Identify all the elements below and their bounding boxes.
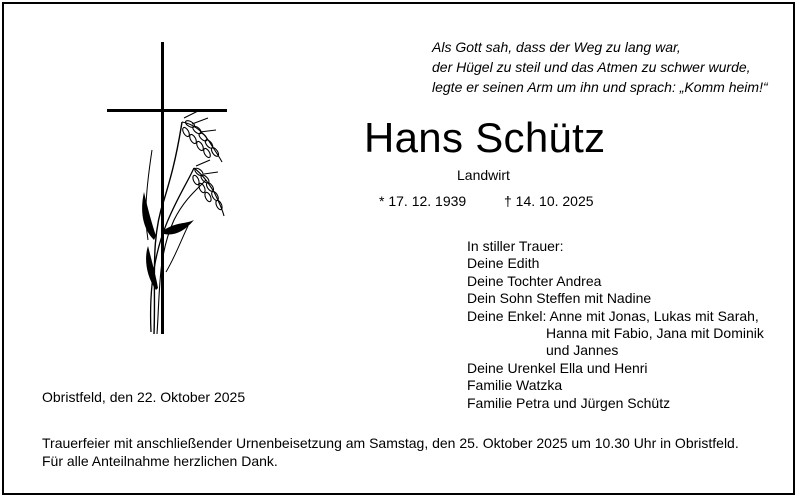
funeral-details: Trauerfeier mit anschließender Urnenbeisetzung am Samstag, den 25. Oktober 2025 um 10.30 Uhr in Obristfeld.	[42, 435, 739, 451]
poem-line: legte er seinen Arm um ihn und sprach: „Komm heim!“	[432, 79, 768, 95]
cross-with-wheat-icon	[104, 40, 234, 340]
place-date: Obristfeld, den 22. Oktober 2025	[42, 389, 246, 405]
mourner-line: Deine Urenkel Ella und Henri	[467, 359, 648, 376]
thanks-line: Für alle Anteilnahme herzlichen Dank.	[42, 453, 278, 469]
poem-line: der Hügel zu steil und das Atmen zu schwer wurde,	[432, 59, 751, 75]
mourner-line: Deine Enkel: Anne mit Jonas, Lukas mit Sarah,	[467, 307, 759, 324]
mourners-heading: In stiller Trauer:	[467, 238, 564, 254]
mourner-line: Hanna mit Fabio, Jana mit Dominik	[546, 325, 764, 342]
poem-line: Als Gott sah, dass der Weg zu lang war,	[432, 39, 681, 55]
mourner-line: Dein Sohn Steffen mit Nadine	[467, 290, 652, 307]
funeral-notice	[42, 434, 792, 470]
mourners-list	[467, 238, 787, 412]
mourner-line: Familie Petra und Jürgen Schütz	[467, 394, 671, 411]
death-date: † 14. 10. 2025	[504, 193, 594, 209]
obituary-card	[2, 2, 795, 495]
birth-date: * 17. 12. 1939	[379, 193, 467, 209]
mourner-line: Deine Edith	[467, 255, 540, 272]
mourner-line: Familie Watzka	[467, 377, 563, 394]
poem	[432, 37, 792, 97]
deceased-occupation: Landwirt	[457, 167, 510, 183]
mourner-line: Deine Tochter Andrea	[467, 272, 602, 289]
mourner-line: und Jannes	[546, 342, 619, 359]
deceased-name: Hans Schütz	[364, 114, 606, 161]
